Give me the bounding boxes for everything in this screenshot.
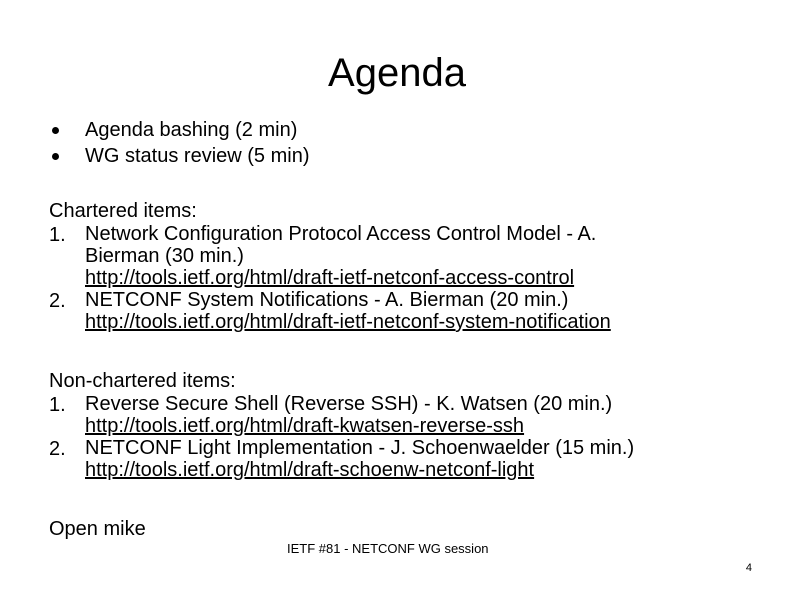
item-title-continued: Bierman (30 min.): [85, 245, 244, 267]
item-title: Reverse Secure Shell (Reverse SSH) - K. Watsen (20 min.): [85, 393, 613, 415]
draft-link[interactable]: http://tools.ietf.org/html/draft-ietf-netconf-access-control: [85, 267, 575, 289]
item-title: Network Configuration Protocol Access Control Model - A.: [85, 223, 597, 245]
item-title: NETCONF System Notifications - A. Bierman (20 min.): [85, 289, 569, 311]
bullet-item: [50, 143, 309, 169]
item-number: 2.: [49, 290, 66, 312]
non-chartered-section: [49, 369, 634, 481]
draft-link[interactable]: http://tools.ietf.org/html/draft-kwatsen-reverse-ssh: [85, 415, 525, 437]
non-chartered-heading: Non-chartered items:: [49, 370, 236, 392]
chartered-heading: Chartered items:: [49, 200, 197, 222]
slide-title: Agenda: [328, 51, 466, 95]
draft-link[interactable]: http://tools.ietf.org/html/draft-schoenw-netconf-light: [85, 459, 535, 481]
chartered-item: [49, 289, 611, 333]
bullet-text: WG status review (5 min): [85, 145, 310, 167]
bullet-item: [50, 117, 309, 143]
item-number: 2.: [49, 438, 66, 460]
bullet-dot-icon: [52, 127, 59, 134]
open-mike: Open mike: [49, 518, 146, 540]
non-chartered-item: [49, 393, 634, 437]
draft-link[interactable]: http://tools.ietf.org/html/draft-ietf-netconf-system-notification: [85, 311, 611, 333]
page-number: 4: [745, 562, 752, 574]
item-title: NETCONF Light Implementation - J. Schoenwaelder (15 min.): [85, 437, 635, 459]
slide-footer: IETF #81 - NETCONF WG session: [287, 541, 489, 556]
item-number: 1.: [49, 394, 66, 416]
item-number: 1.: [49, 224, 66, 246]
non-chartered-item: [49, 437, 634, 481]
bullet-text: Agenda bashing (2 min): [85, 119, 298, 141]
chartered-section: [49, 199, 611, 333]
chartered-item: [49, 223, 611, 289]
agenda-bullet-list: [50, 117, 309, 169]
bullet-dot-icon: [52, 153, 59, 160]
